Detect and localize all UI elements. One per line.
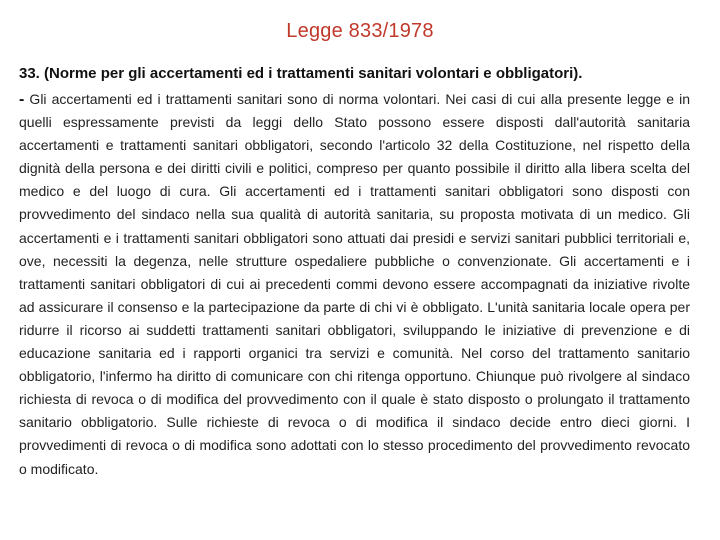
article-heading: 33. (Norme per gli accertamenti ed i trattamenti sanitari volontari e obbligatori). <box>19 65 583 82</box>
article-body <box>19 88 690 481</box>
list-dash: - <box>19 91 25 108</box>
article-body-text: Gli accertamenti ed i trattamenti sanitari sono di norma volontari. Nei casi di cui alla presente legge e in quelli espressamente previsti da leggi dello Stato possono essere disposti dall'autorità sanitaria accertamenti e trattamenti sanitari obbligatori, secondo l'articolo 32 della Costituzione, nel rispetto della dignità della persona e dei diritti civili e politici, compreso per quanto possibile il diritto alla libera scelta del medico e del luogo di cura. Gli accertamenti ed i trattamenti sanitari obbligatori sono disposti con provvedimento del sindaco nella sua qualità di autorità sanitaria, su proposta motivata di un medico. Gli accertamenti e i trattamenti sanitari obbligatori sono attuati dai presidi e servizi sanitari pubblici territoriali e, ove, necessiti la degenza, nelle strutture ospedaliere pubbliche o convenzionate. Gli accertamenti e i trattamenti sanitari obbligatori di cui ai precedenti commi devono essere accompagnati da iniziative rivolte ad assicurare il consenso e la partecipazione da parte di chi vi è obbligato. L'unità sanitaria locale opera per ridurre il ricorso ai suddetti trattamenti sanitari obbligatori, sviluppando le iniziative di prevenzione e di educazione sanitaria ed i rapporti organici tra servizi e comunità. Nel corso del trattamento sanitario obbligatorio, l'infermo ha diritto di comunicare con chi ritenga opportuno. Chiunque può rivolgere al sindaco richiesta di revoca o di modifica del provvedimento con il quale è stato disposto o prolungato il trattamento sanitario obbligatorio. Sulle richieste di revoca o di modifica il sindaco decide entro dieci giorni. I provvedimenti di revoca o di modifica sono adottati con lo stesso procedimento del provvedimento revocato o modificato. <box>19 91 690 477</box>
document-title: Legge 833/1978 <box>286 20 434 42</box>
